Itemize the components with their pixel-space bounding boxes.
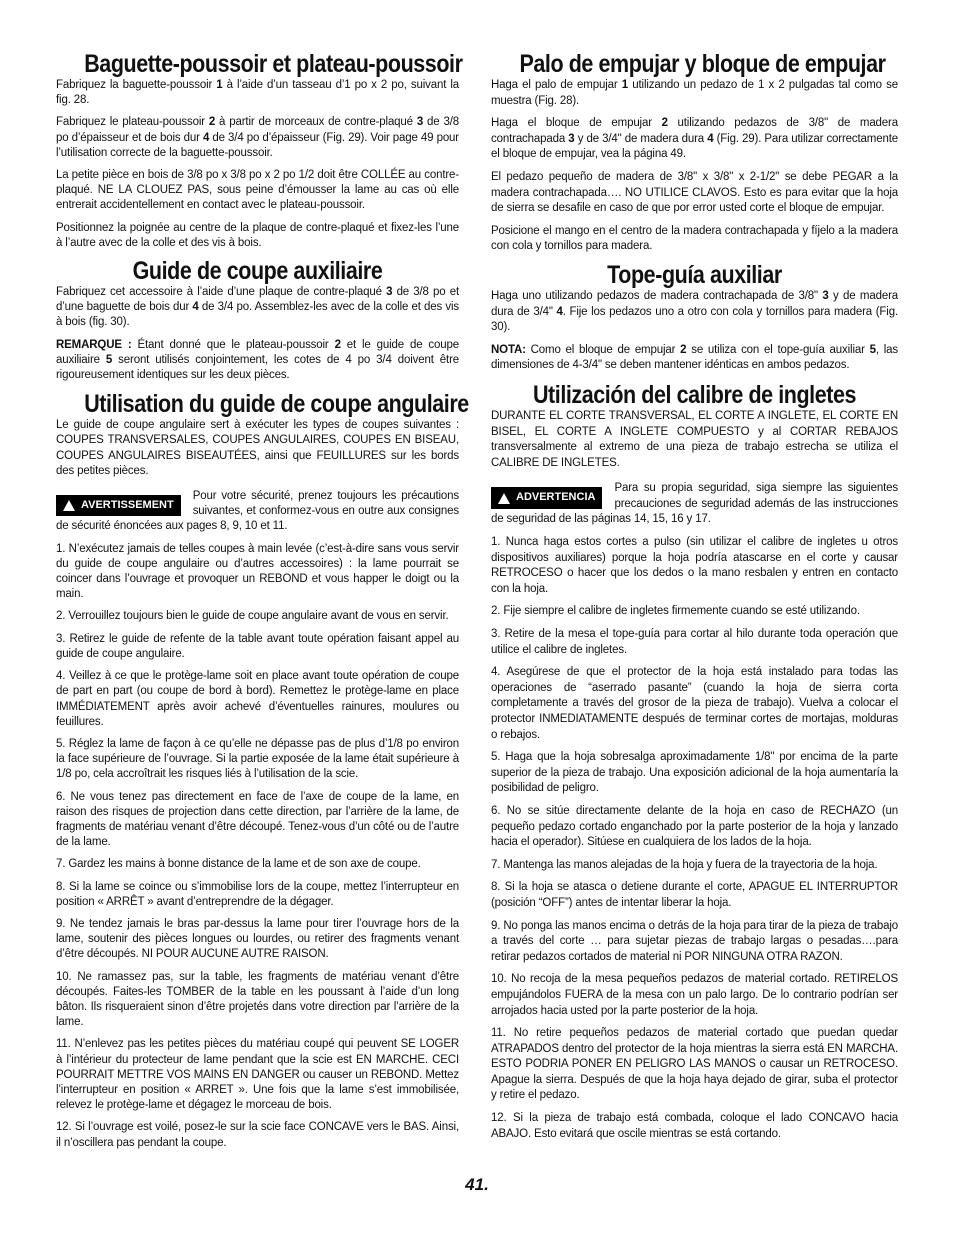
- section-heading-push-stick-es: Palo de empujar y bloque de empujar: [519, 50, 886, 78]
- warning-block: ADVERTENCIA Para su propia seguridad, siga siempre las siguientes precauciones de seguridad además de las instrucciones de seguridad de las páginas 14, 15, 16 y 17.: [491, 482, 898, 526]
- section-heading-aux-fence-es: Tope-guía auxiliar: [607, 260, 782, 289]
- warning-block: AVERTISSEMENT Pour votre sécurité, prenez toujours les précautions suivantes, et conformez-vous en outre aux consignes de sécurité énoncées aux pages 8, 9, 10 et 11.: [56, 490, 459, 533]
- list-item: 8. Si la lame se coince ou s’immobilise lors de la coupe, mettez l’interrupteur en position « ARRÊT » avant d’entreprendre de la dégager.: [56, 880, 459, 908]
- paragraph: Le guide de coupe angulaire sert à exécuter les types de coupes suivantes : COUPES TRANSVERSALES, COUPES ANGULAIRES, COUPES EN BISEAU, COUPES ANGULAIRES BISEAUTÉES, ainsi que FEUILLURES sur les bords des petites pièces.: [56, 419, 459, 477]
- page-number: 41.: [465, 1175, 489, 1194]
- paragraph: La petite pièce en bois de 3/8 po x 3/8 po x 2 po 1/2 doit être COLLÉE au contre-plaqué. NE LA CLOUEZ PAS, sous peine d’émousser la lame au cas où elle entrerait accidentellement en contact avec le plateau-poussoir.: [56, 169, 459, 212]
- section-heading-miter-gauge-es: Utilización del calibre de ingletes: [532, 380, 857, 409]
- paragraph: Haga uno utilizando pedazos de madera contrachapada de 3/8" 3 y de madera dura de 3/4" 4. Fije los pedazos uno a otro con cola y tornillos para madera (Fig. 30).: [491, 289, 898, 334]
- warning-triangle-icon: [63, 500, 75, 511]
- paragraph: Posicione el mango en el centro de la madera contrachapada y fíjelo a la madera con cola y tornillos para madera.: [491, 224, 898, 253]
- list-item: 5. Haga que la hoja sobresalga aproximadamente 1/8" por encima de la parte superior de la pieza de trabajo. Una exposición adicional de la hoja aumentaría la posibilidad de peligro.: [491, 751, 898, 795]
- list-item: 8. Si la hoja se atasca o detiene durante el corte, APAGUE EL INTERRUPTOR (posición “OFF”) antes de intentar liberar la hoja.: [491, 881, 898, 909]
- note-paragraph: NOTA: Como el bloque de empujar 2 se utiliza con el tope-guía auxiliar 5, las dimensiones de 4-3/4" se deben mantener idénticas en ambos pedazos.: [491, 343, 899, 372]
- list-item: 2. Fije siempre el calibre de ingletes firmemente cuando se esté utilizando.: [491, 605, 860, 618]
- section-heading-push-stick-fr: Baguette-poussoir et plateau-poussoir: [84, 50, 463, 78]
- warning-badge: ADVERTENCIA: [491, 487, 602, 509]
- left-column: [56, 50, 469, 1158]
- list-item: 7. Mantenga las manos alejadas de la hoja y fuera de la trayectoria de la hoja.: [491, 858, 878, 871]
- list-item: 12. Si la pieza de trabajo está combada, coloque el lado CONCAVO hacia ABAJO. Esto evitará que oscile mientras se está cortando.: [491, 1112, 898, 1140]
- list-item: 4. Veillez à ce que le protège-lame soit en place avant toute opération de coupe de part en part (ou coupe de bord à bord). Remettez le protège-lame en place IMMÉDIATEMENT après avoir achevé d’éventuelles rainures, moulures ou feuillures.: [56, 670, 459, 728]
- list-item: 7. Gardez les mains à bonne distance de la lame et de son axe de coupe.: [56, 858, 421, 871]
- list-item: 3. Retirez le guide de refente de la table avant toute opération faisant appel au guide de coupe angulaire.: [56, 632, 459, 660]
- paragraph: Fabriquez cet accessoire à l’aide d’une plaque de contre-plaqué 3 de 3/8 po et d’une baguette de bois dur 4 de 3/4 po. Assemblez-les avec de la colle et des vis à bois (fig. 30).: [56, 286, 459, 329]
- list-item: 1. N’exécutez jamais de telles coupes à main levée (c’est-à-dire sans vous servir du guide de coupe angulaire ou d’autres accessoires) : la lame pourrait se coincer dans l’ouvrage et provoquer un REBOND et vous happer le doigt ou la main.: [56, 542, 459, 601]
- paragraph: El pedazo pequeño de madera de 3/8" x 3/8" x 2-1/2" se debe PEGAR a la madera contrachapada…. NO UTILICE CLAVOS. Esto es para evitar que la hoja de sierra se desafile en caso de que por error usted corte el bloque de empujar.: [491, 170, 898, 215]
- list-item: 3. Retire de la mesa el tope-guía para cortar al hilo durante toda operación que utilice el calibre de ingletes.: [491, 628, 898, 656]
- list-item: 6. No se sitúe directamente delante de la hoja en caso de RECHAZO (un pequeño pedazo cortado enganchado por la parte posterior de la hoja y lanzado hacia el operador). Sitúese en cualquiera de los lados de la hoja.: [491, 804, 898, 849]
- paragraph: DURANTE EL CORTE TRANSVERSAL, EL CORTE A INGLETE, EL CORTE EN BISEL, EL CORTE A INGLETE COMPUESTO y al CORTAR REBAJOS transversalmente al extremo de una pieza de trabajo estrecha se utiliza el CALIBRE DE INGLETES.: [491, 409, 898, 469]
- warning-triangle-icon: [498, 493, 510, 504]
- paragraph: Fabriquez le plateau-poussoir 2 à partir de morceaux de contre-plaqué 3 de 3/8 po d’épaisseur et de bois dur 4 de 3/4 po d’épaisseur (Fig. 29). Voir page 49 pour l’utilisation correcte de la baguette-poussoir.: [56, 116, 460, 159]
- paragraph: Haga el bloque de empujar 2 utilizando pedazos de 3/8" de madera contrachapada 3 y de 3/4" de madera dura 4 (Fig. 29). Para utilizar correctamente el bloque de empujar, vea la página 49.: [491, 117, 898, 161]
- paragraph: Positionnez la poignée au centre de la plaque de contre-plaqué et fixez-les l’une à l’autre avec de la colle et des vis à bois.: [56, 221, 459, 249]
- paragraph: Haga el palo de empujar 1 utilizando un pedazo de 1 x 2 pulgadas tal como se muestra (Fig. 28).: [491, 79, 898, 107]
- warning-badge: AVERTISSEMENT: [56, 495, 181, 516]
- list-item: 11. N’enlevez pas les petites pièces du matériau coupé qui peuvent SE LOGER à l’intérieur du protecteur de lame pendant que la scie est EN MARCHE. CECI POURRAIT METTRE VOS MAINS EN DANGER ou causer un REBOND. Mettez l’interrupteur en position « ARRET ». Une fois que la lame s’est immobilisée, relevez le protège-lame et dégagez le morceau de bois.: [56, 1038, 459, 1112]
- list-item: 10. No recoja de la mesa pequeños pedazos de material cortado. RETIRELOS empujándolos FUERA de la mesa con un palo largo. De lo contrario podrían ser arrojados hacia usted por la parte posterior de la hoja.: [491, 973, 898, 1017]
- note-paragraph: REMARQUE : Étant donné que le plateau-poussoir 2 et le guide de coupe auxiliaire 5 seront utilisés conjointement, les cotes de 4 po 3/4 doivent être rigoureusement identiques sur les deux pièces.: [56, 338, 459, 382]
- list-item: 5. Réglez la lame de façon à ce qu’elle ne dépasse pas de plus d’1/8 po environ la face supérieure de l’ouvrage. Si la partie exposée de la lame était supérieure à 1/8 po, cela accroîtrait les risques liés à l’utilisation de la scie.: [56, 737, 459, 781]
- list-item: 1. Nunca haga estos cortes a pulso (sin utilizar el calibre de ingletes u otros dispositivos auxiliares) porque la hoja podría atascarse en el corte y causar RETROCESO o hacer que los dedos o la mano resbalen y entren en contacto con la hoja.: [491, 536, 898, 595]
- right-column: [491, 50, 898, 1149]
- list-item: 10. Ne ramassez pas, sur la table, les fragments de matériau venant d’être découpés. Faites-les TOMBER de la table en les poussant à l’aide d’un long bâton. Ils risqueraient sinon d’être projetés dans votre direction par l’arrière de la lame.: [56, 970, 459, 1029]
- list-item: 6. Ne vous tenez pas directement en face de l’axe de coupe de la lame, en raison des risques de projection dans cette direction, par l’arrière de la lame, de fragments de matériau venant d’être découpé. Tenez-vous d’un côté ou de l’autre de la lame.: [56, 790, 459, 849]
- list-item: 4. Asegúrese de que el protector de la hoja está instalado para todas las operaciones de “aserrado pasante” (cuando la hoja de sierra corta completamente a través del grosor de la pieza de trabajo). Vuelva a colocar el protector INMEDIATAMENTE después de terminar cortes de mortajas, molduras o rebajos.: [491, 666, 898, 741]
- list-item: 2. Verrouillez toujours bien le guide de coupe angulaire avant de vous en servir.: [56, 610, 449, 623]
- section-heading-miter-gauge-fr: Utilisation du guide de coupe angulaire: [84, 390, 469, 419]
- paragraph: Fabriquez la baguette-poussoir 1 à l’aide d’un tasseau d’1 po x 2 po, suivant la fig. 28.: [56, 79, 460, 107]
- section-heading-aux-fence-fr: Guide de coupe auxiliaire: [132, 257, 383, 286]
- list-item: 9. No ponga las manos encima o detrás de la hoja para tirar de la pieza de trabajo a través del corte … para sujetar piezas de trabajo largas o pesadas….para retirar pedazos cortados de material ni POR NINGUNA OTRA RAZON.: [491, 919, 898, 963]
- list-item: 12. Si l’ouvrage est voilé, posez-le sur la scie face CONCAVE vers le BAS. Ainsi, il n’oscillera pas pendant la coupe.: [56, 1121, 459, 1149]
- list-item: 11. No retire pequeños pedazos de material cortado que puedan quedar ATRAPADOS dentro del protector de la hoja mientras la sierra está EN MARCHA. ESTO PODRIA PONER EN PELIGRO LAS MANOS o causar un RETROCESO. Apague la sierra. Después de que la hoja haya dejado de girar, suba el protector y retire el pedazo.: [491, 1027, 898, 1102]
- list-item: 9. Ne tendez jamais le bras par-dessus la lame pour tirer l’ouvrage hors de la lame, soutenir des pièces longues ou lourdes, ou retirer des fragments venant d’être découpés. NI POUR AUCUNE AUTRE RAISON.: [56, 917, 459, 961]
